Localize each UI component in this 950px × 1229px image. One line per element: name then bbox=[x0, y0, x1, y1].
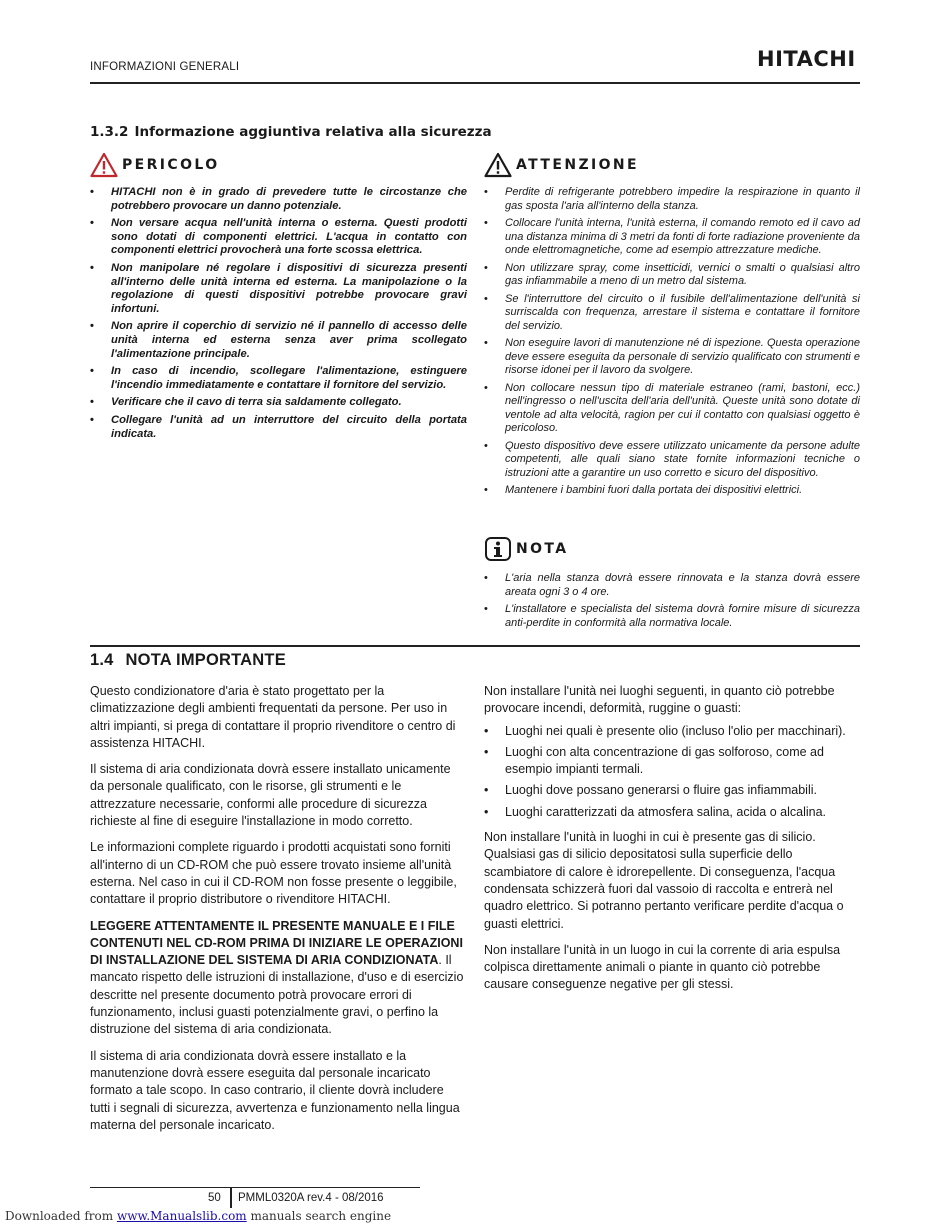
paragraph: Questo condizionatore d'aria è stato progettato per la climatizzazione degli ambienti frequentati da persone. Per uso in altri impianti, si prega di contattare il proprio rivenditore o centro di assistenza HITACHI. bbox=[90, 684, 456, 750]
download-note bbox=[5, 1209, 391, 1223]
list-item: • Questo dispositivo deve essere utilizzato unicamente da persone adulte competenti, alle quali siano state fornite informazioni tecniche o istruzioni atte a garantire un uso corretto e sicuro del dispositivo. bbox=[484, 440, 860, 481]
nota-list bbox=[484, 572, 860, 634]
paragraph: Non installare l'unità in un luogo in cui la corrente di aria espulsa colpisca direttamente animali o piante in quanto ciò potrebbe causare conseguenze negative per gli stessi. bbox=[484, 942, 841, 992]
locations-list bbox=[484, 723, 860, 821]
section-title-text: Informazione aggiuntiva relativa alla sicurezza bbox=[134, 124, 492, 140]
pericolo-list bbox=[90, 186, 467, 445]
list-item: • Luoghi caratterizzati da atmosfera salina, acida o alcalina. bbox=[484, 804, 860, 821]
brand-logo: HITACHI bbox=[757, 47, 856, 71]
list-item: • Se l'interruttore del circuito o il fusibile dell'alimentazione dell'unità si surriscalda con frequenza, arrestare il sistema e contattare il fornitore del servizio. bbox=[484, 293, 860, 334]
list-item: • Non utilizzare spray, come insetticidi, vernici o smalti o qualsiasi altro gas infiammabile a meno di un metro dal sistema. bbox=[484, 262, 860, 289]
list-item: • L'installatore e specialista del sistema dovrà fornire misure di sicurezza anti-perdite in conformità alla normativa locale. bbox=[484, 603, 860, 630]
list-item: • Non eseguire lavori di manutenzione né di ispezione. Questa operazione deve essere eseguita da personale di servizio qualificato con strumenti e risorse idonei per il lavoro da svolgere. bbox=[484, 337, 860, 378]
list-item: • Luoghi dove possano generarsi o fluire gas infiammabili. bbox=[484, 782, 860, 799]
danger-triangle-icon bbox=[90, 152, 118, 178]
left-column bbox=[90, 683, 465, 1143]
header-divider bbox=[90, 82, 860, 84]
right-column bbox=[484, 683, 860, 1003]
download-suffix: manuals search engine bbox=[246, 1209, 392, 1223]
attenzione-list bbox=[484, 186, 860, 502]
list-item: • Collocare l'unità interna, l'unità esterna, il comando remoto ed il cavo ad una distanza minima di 3 metri da fonti di forte radiazione proveniente da onde elettromagnetiche, come ad esempio attrezzature mediche. bbox=[484, 217, 860, 258]
download-prefix: Downloaded from bbox=[5, 1209, 117, 1223]
list-item: • Luoghi con alta concentrazione di gas solforoso, come ad esempio impianti termali. bbox=[484, 744, 860, 779]
warning-rest-text: . Il mancato rispetto delle istruzioni di installazione, d'uso e di esercizio descritte nel presente documento potrà provocare errori di funzionamento, inclusi guasti potenzialmente gravi, o perfino la distruzione del sistema di aria condizionata. bbox=[90, 953, 464, 1037]
list-item: • L'aria nella stanza dovrà essere rinnovata e la stanza dovrà essere areata ogni 3 o 4 ore. bbox=[484, 572, 860, 599]
list-item: • Non versare acqua nell'unità interna o esterna. Questi prodotti sono dotati di componenti elettrici. L'acqua in contatto con componenti elettrici provocherà una forte scossa elettrica. bbox=[90, 217, 467, 258]
pericolo-label: PERICOLO bbox=[122, 157, 220, 173]
paragraph: Le informazioni complete riguardo i prodotti acquistati sono forniti all'interno di un CD-ROM che può essere trovato insieme all'unità esterna. Nel caso in cui il CD-ROM non fosse presente o leggibile, contattare il proprio distributore o rivenditore HITACHI. bbox=[90, 840, 457, 907]
warning-triangle-icon bbox=[484, 152, 512, 178]
section-title-1-4 bbox=[90, 651, 286, 670]
footer-separator bbox=[230, 1188, 232, 1208]
warning-paragraph bbox=[90, 918, 465, 1039]
pericolo-heading bbox=[90, 152, 220, 178]
list-item: • HITACHI non è in grado di prevedere tutte le circostanze che potrebbero provocare un danno potenziale. bbox=[90, 186, 467, 213]
info-icon bbox=[484, 536, 512, 562]
paragraph: Il sistema di aria condizionata dovrà essere installato unicamente da personale qualificato, con le risorse, gli strumenti e le attrezzature necessarie, conformi alle procedure di sicurezza richieste al fine di eseguire l'installazione in modo corretto. bbox=[90, 762, 451, 829]
attenzione-heading bbox=[484, 152, 639, 178]
section-number: 1.4 bbox=[90, 651, 114, 669]
section-divider bbox=[90, 645, 860, 647]
paragraph: Non installare l'unità nei luoghi seguenti, in quanto ciò potrebbe provocare incendi, deformità, ruggine o guasti: bbox=[484, 684, 835, 716]
section-number: 1.3.2 bbox=[90, 124, 129, 140]
footer-divider bbox=[90, 1187, 420, 1188]
attenzione-label: ATTENZIONE bbox=[516, 157, 639, 173]
list-item: • Non aprire il coperchio di servizio né il pannello di accesso delle unità interna ed esterna senza aver prima scollegato l'alimentazione principale. bbox=[90, 320, 467, 361]
paragraph: Non installare l'unità in luoghi in cui è presente gas di silicio. Qualsiasi gas di silicio depositatosi sulla superficie dello scambiatore di calore è idrorepellente. Di conseguenza, l'acqua condensata schizzerà fuori dal vassoio di raccolta e entrerà nel quadro elettrico. Si potranno pertanto verificare perdite d'acqua o guasti elettrici. bbox=[484, 830, 844, 931]
nota-label: NOTA bbox=[516, 541, 569, 557]
list-item: • Non manipolare né regolare i dispositivi di sicurezza presenti all'interno delle unità interna ed esterna. La manipolazione o la regolazione di questi dispositivi potrebbe provocare gravi infortuni. bbox=[90, 262, 467, 316]
nota-heading bbox=[484, 536, 569, 562]
list-item: • Verificare che il cavo di terra sia saldamente collegato. bbox=[90, 396, 467, 410]
list-item: • Non collocare nessun tipo di materiale estraneo (rami, bastoni, ecc.) nell'ingresso o nell'uscita dell'aria dell'unità. Queste unità sono dotate di ventole ad alta velocità, ragion per cui il contatto con qualsiasi oggetto è pericoloso. bbox=[484, 382, 860, 436]
paragraph: Il sistema di aria condizionata dovrà essere installato e la manutenzione dovrà essere eseguita dal personale incaricato formato a tale scopo. In caso contrario, il cliente dovrà includere tutti i segnali di sicurezza, avvertenza e funzionamento nella lingua materna del personale incaricato. bbox=[90, 1048, 460, 1132]
list-item: • Perdite di refrigerante potrebbero impedire la respirazione in quanto il gas sposta l'aria all'interno della stanza. bbox=[484, 186, 860, 213]
section-title-text: NOTA IMPORTANTE bbox=[125, 651, 286, 669]
document-code: PMML0320A rev.4 - 08/2016 bbox=[238, 1192, 384, 1204]
list-item: • Collegare l'unità ad un interruttore del circuito della portata indicata. bbox=[90, 414, 467, 441]
list-item: • In caso di incendio, scollegare l'alimentazione, estinguere l'incendio immediatamente e contattare il fornitore del servizio. bbox=[90, 365, 467, 392]
list-item: • Luoghi nei quali è presente olio (incluso l'olio per macchinari). bbox=[484, 723, 860, 740]
list-item: • Mantenere i bambini fuori dalla portata dei dispositivi elettrici. bbox=[484, 484, 860, 498]
manualslib-link[interactable]: www.Manualslib.com bbox=[116, 1209, 247, 1223]
warning-bold-text: LEGGERE ATTENTAMENTE IL PRESENTE MANUALE E I FILE CONTENUTI NEL CD-ROM PRIMA DI INIZIARE LE OPERAZIONI DI INSTALLAZIONE DEL SISTEMA DI ARIA CONDIZIONATA bbox=[90, 918, 463, 968]
section-title-1-3-2 bbox=[90, 124, 492, 140]
header-section-label: INFORMAZIONI GENERALI bbox=[90, 61, 240, 73]
page-number: 50 bbox=[208, 1192, 221, 1204]
